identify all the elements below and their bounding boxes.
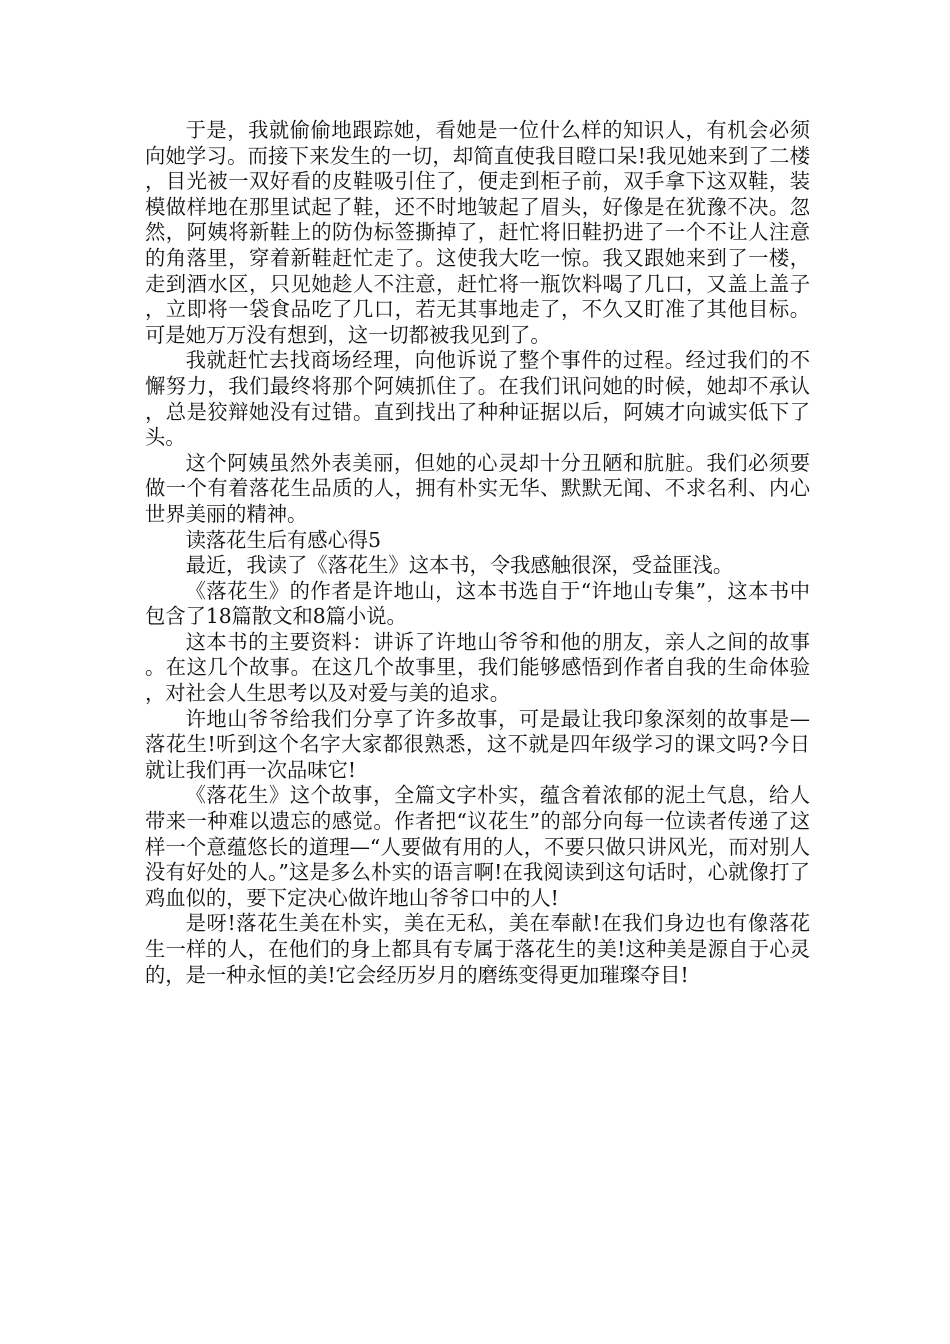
- paragraph-7: 许地山爷爷给我们分享了许多故事，可是最让我印象深刻的故事是—落花生!听到这个名字大家都很熟悉，这不就是四年级学习的课文吗?今日就让我们再一次品味它!: [145, 706, 810, 782]
- paragraph-1: 于是，我就偷偷地跟踪她，看她是一位什么样的知识人，有机会必须向她学习。而接下来发生的一切，却简直使我目瞪口呆!我见她来到了二楼，目光被一双好看的皮鞋吸引住了，便走到柜子前，双手拿下这双鞋，装模做样地在那里试起了鞋，还不时地皱起了眉头，好像是在犹豫不决。忽然，阿姨将新鞋上的防伪标签撕掉了，赶忙将旧鞋扔进了一个不让人注意的角落里，穿着新鞋赶忙走了。这使我大吃一惊。我又跟她来到了一楼，走到酒水区，只见她趁人不注意，赶忙将一瓶饮料喝了几口，又盖上盖子，立即将一袋食品吃了几口，若无其事地走了，不久又盯准了其他目标。可是她万万没有想到，这一切都被我见到了。: [145, 118, 810, 347]
- article-body: [145, 118, 810, 988]
- paragraph-5: 《落花生》的作者是许地山，这本书选自于“许地山专集”，这本书中包含了18篇散文和8篇小说。: [145, 578, 810, 629]
- paragraph-6: 这本书的主要资料：讲诉了许地山爷爷和他的朋友，亲人之间的故事。在这几个故事。在这几个故事里，我们能够感悟到作者自我的生命体验，对社会人生思考以及对爱与美的追求。: [145, 629, 810, 706]
- paragraph-4: 最近，我读了《落花生》这本书，令我感触很深，受益匪浅。: [185, 553, 734, 578]
- paragraph-3: 这个阿姨虽然外表美丽，但她的心灵却十分丑陋和肮脏。我们必须要做一个有着落花生品质的人，拥有朴实无华、默默无闻、不求名利、内心世界美丽的精神。: [145, 450, 810, 526]
- paragraph-2: 我就赶忙去找商场经理，向他诉说了整个事件的过程。经过我们的不懈努力，我们最终将那个阿姨抓住了。在我们讯问她的时候，她却不承认，总是狡辩她没有过错。直到找出了种种证据以后，阿姨才向诚实低下了头。: [145, 348, 810, 450]
- section-heading: 读落花生后有感心得5: [185, 527, 382, 552]
- paragraph-8: 《落花生》这个故事，全篇文字朴实，蕴含着浓郁的泥土气息，给人带来一种难以遗忘的感觉。作者把“议花生”的部分向每一位读者传递了这样一个意蕴悠长的道理—“人要做有用的人，不要只做只讲风光，而对别人没有好处的人。”这是多么朴实的语言啊!在我阅读到这句话时，心就像打了鸡血似的，要下定决心做许地山爷爷口中的人!: [145, 783, 810, 910]
- paragraph-9: 是呀!落花生美在朴实，美在无私，美在奉献!在我们身边也有像落花生一样的人，在他们的身上都具有专属于落花生的美!这种美是源自于心灵的，是一种永恒的美!它会经历岁月的磨练变得更加璀璨夺目!: [145, 911, 810, 987]
